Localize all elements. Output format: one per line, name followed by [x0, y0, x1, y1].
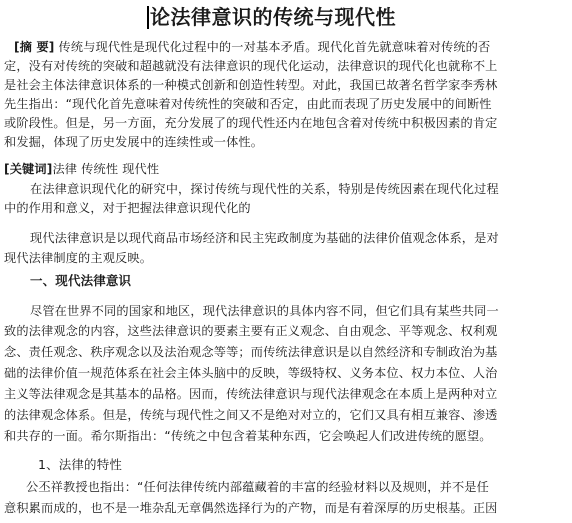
body-line: 的法律观念体系。但是，传统与现代性之间又不是绝对对立的，它们又具有相互兼容、渗透	[4, 408, 498, 422]
body-line: 尽管在世界不同的国家和地区，现代法律意识的具体内容不同，但它们具有某些共同一	[30, 304, 499, 318]
document-title: 论法律意识的传统与现代性	[150, 3, 410, 31]
body-line: 致的法律观念的内容，这些法律意识的要素主要有正义观念、自由观念、平等观念、权利观	[4, 324, 498, 338]
body-line: 中的作用和意义，对于把握法律意识现代化的	[4, 201, 251, 215]
body-line: 现代法律意识是以现代商品市场经济和民主宪政制度为基础的法律价值观念体系，是对	[30, 231, 499, 245]
abstract-line: 是社会主体法律意识体系的一种模式创新和创造性转型。对此，我国已故著名哲学家李秀林	[4, 78, 498, 92]
body-line: 意积累而成的，也不是一堆杂乱无章偶然选择行为的产物，而是有着深厚的历史根基。正因	[4, 501, 498, 515]
keywords-text: 法律 传统性 现代性	[52, 162, 160, 176]
text-cursor	[147, 6, 149, 29]
abstract-line: 先生指出：“现代化首先意味着对传统性的突破和否定，由此而表现了历史发展中的间断性	[4, 97, 492, 111]
subsection-heading: 1、法律的特性	[38, 457, 123, 472]
body-line: 在法律意识现代化的研究中，探讨传统与现代性的关系，特别是传统因素在现代化过程	[30, 182, 499, 196]
abstract-line: 或阶段性。但是，另一方面，充分发展了的现代性还内在地包含着对传统中积极因素的肯定	[4, 116, 498, 130]
keywords-label: [关键词]	[4, 162, 53, 176]
body-line: 公丕祥教授也指出：“任何法律传统内部蕴藏着的丰富的经验材料以及规则，并不是任	[26, 480, 489, 494]
abstract-line: [摘 要] 传统与现代性是现代化过程中的一对基本矛盾。现代化首先就意味着对传统的否	[14, 40, 491, 54]
body-line: 础的法律价值一规范体系在社会主体头脑中的反映，等级特权、义务本位、权力本位、人治	[4, 366, 498, 380]
abstract-line: 定，没有对传统的突破和超越就没有法律意识的现代化运动，法律意识的现代化也就称不上	[4, 59, 498, 73]
section-heading: 一、现代法律意识	[30, 273, 132, 288]
keywords-line	[4, 161, 159, 177]
abstract-line: 和发掘，体现了历史发展中的连续性或一体性。	[4, 135, 264, 149]
body-line: 念、责任观念、秩序观念以及法治观念等等；而传统法律意识是以自然经济和专制政治为基	[4, 345, 498, 359]
abstract-label: [摘 要]	[14, 40, 55, 54]
body-line: 现代法律制度的主观反映。	[4, 251, 153, 265]
body-line: 和共存的一面。希尔斯指出：“传统之中包含着某种东西，它会唤起人们改进传统的愿望。	[4, 429, 492, 443]
body-line: 主义等法律观念是其基本的品格。因而，传统法律意识与现代法律观念在本质上是两种对立	[4, 387, 498, 401]
